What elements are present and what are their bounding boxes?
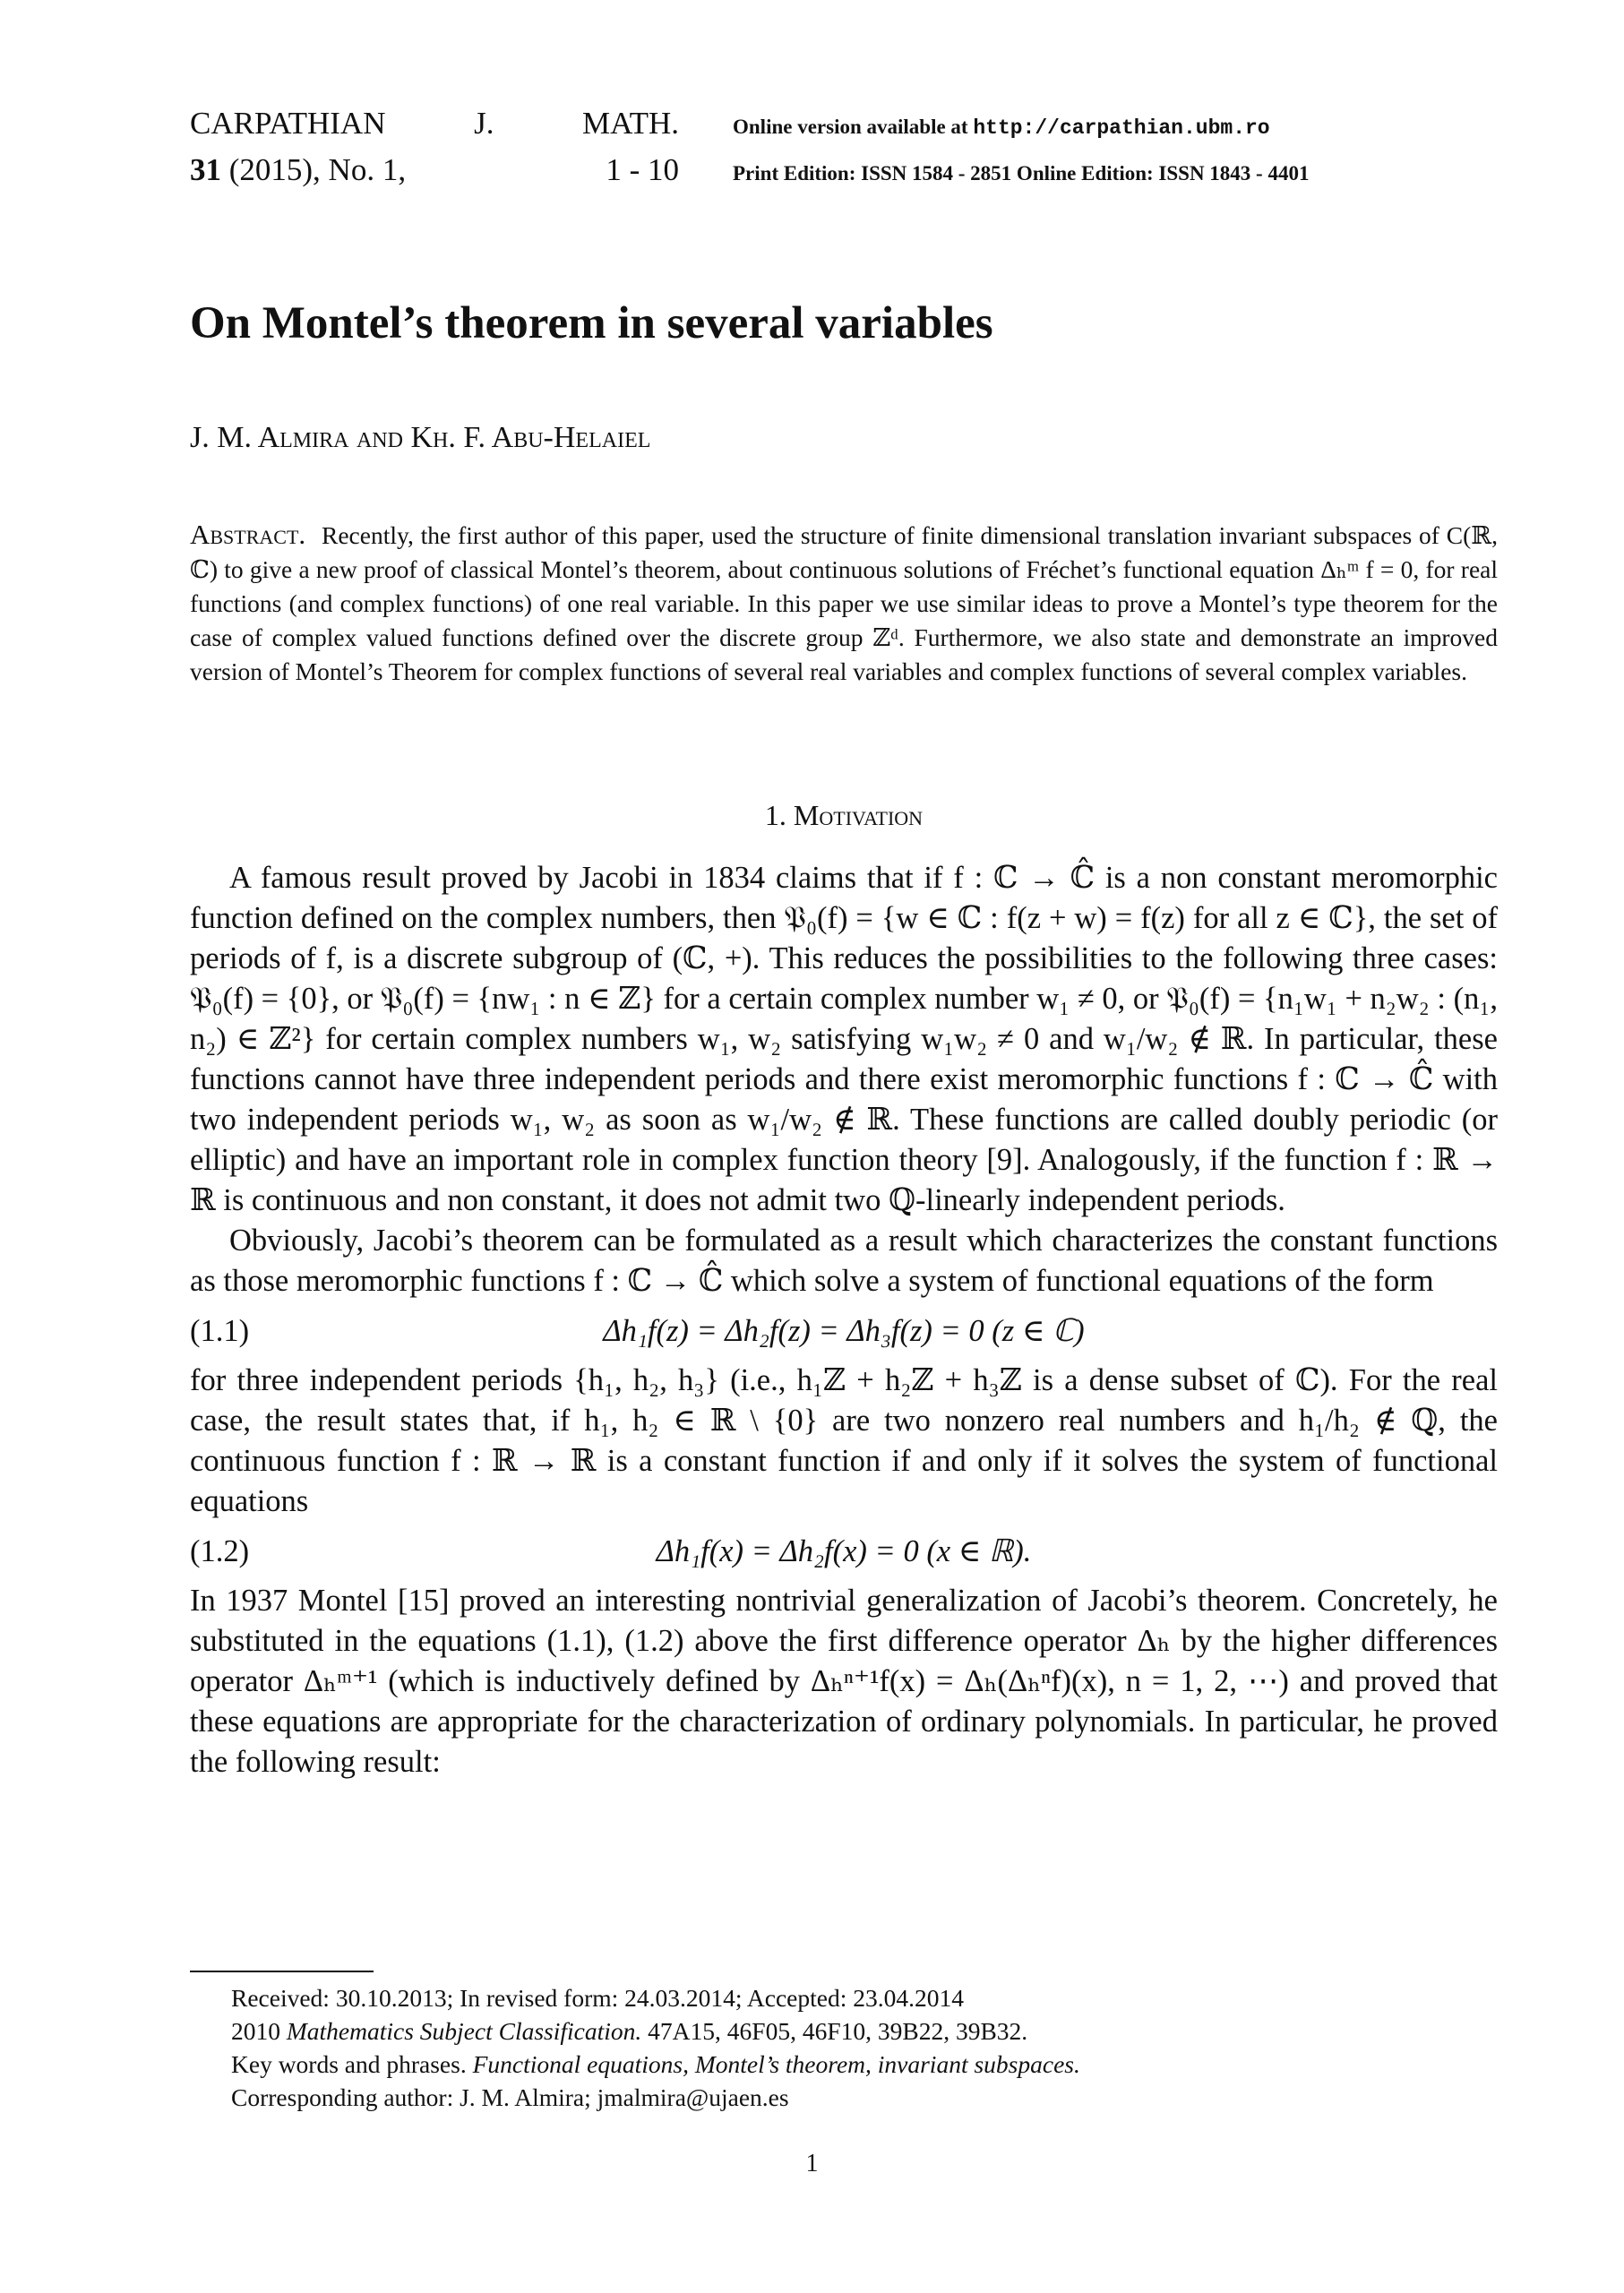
abstract-label: Abstract.	[190, 519, 306, 550]
equation-number: (1.1)	[190, 1313, 250, 1348]
keywords-label: Key words and phrases.	[231, 2050, 467, 2078]
paragraph-2: Obviously, Jacobi’s theorem can be formulated as a result which characterizes the constant functions as those meromorphic functions f : ℂ → ℂ̂ which solve a system of functional equations of the form	[190, 1224, 1498, 1298]
journal-name-3: MATH.	[582, 106, 679, 141]
footnote-msc	[231, 2014, 1485, 2048]
section-heading: 1. Motivation	[764, 799, 924, 831]
paragraph-4: In 1937 Montel [15] proved an interesting nontrivial generalization of Jacobi’s theorem. Concretely, he substituted in the equations (1.1), (1.2) above the first difference operator Δₕ by the higher differences operator Δₕᵐ⁺¹ (which is inductively defined by Δₕⁿ⁺¹f(x) = Δₕ(Δₕⁿf)(x), n = 1, 2, ⋯) and proved that these equations are appropriate for the characterization of ordinary polynomials. In particular, he proved the following result:	[190, 1584, 1498, 1779]
volume-number: 31	[190, 152, 221, 187]
msc-title: Mathematics Subject Classification.	[286, 2017, 642, 2045]
equation-1-2	[190, 1522, 1498, 1581]
footnote-rule	[190, 1971, 374, 1972]
equation-1-1	[190, 1301, 1498, 1361]
equation-number: (1.2)	[190, 1533, 250, 1568]
paper-authors: J. M. Almira and Kh. F. Abu-Helaiel	[190, 421, 651, 454]
online-url[interactable]: http://carpathian.ubm.ro	[973, 116, 1270, 140]
abstract-block	[190, 518, 1498, 689]
journal-header	[190, 106, 1498, 199]
abstract-text: Recently, the first author of this paper, used the structure of finite dimensional translation invariant subspaces of C(ℝ, ℂ) to give a new proof of classical Montel’s theorem, about continuous solutions of Fréchet’s functional equation Δₕᵐ f = 0, for real functions (and complex functions) of one real variable. In this paper we use similar ideas to prove a Montel’s type theorem for the case of complex valued functions defined over the discrete group ℤᵈ. Furthermore, we also state and demonstrate an improved version of Montel’s Theorem for complex functions of several real variables and complex functions of several complex variables.	[190, 521, 1498, 685]
page-number: 1	[805, 2150, 819, 2177]
issn-info: Print Edition: ISSN 1584 - 2851 Online Edition: ISSN 1843 - 4401	[733, 162, 1310, 185]
paragraph-3: for three independent periods {h₁, h₂, h₃} (i.e., h₁ℤ + h₂ℤ + h₃ℤ is a dense subset of ℂ). For the real case, the result states that, if h₁, h₂ ∈ ℝ \ {0} are two nonzero real numbers and h₁/h₂ ∉ ℚ, the continuous function f : ℝ → ℝ is a constant function if and only if it solves the system of functional equations	[190, 1363, 1498, 1518]
keywords-text: Functional equations, Montel’s theorem, invariant subspaces.	[472, 2050, 1080, 2078]
msc-codes: 47A15, 46F05, 46F10, 39B22, 39B32.	[648, 2017, 1028, 2045]
footnote-corresponding: Corresponding author: J. M. Almira; jmalmira@ujaen.es	[231, 2083, 789, 2111]
online-prefix: Online version available at	[733, 116, 968, 138]
journal-name-1: CARPATHIAN	[190, 106, 386, 141]
footnote-received: Received: 30.10.2013; In revised form: 24.03.2014; Accepted: 23.04.2014	[231, 1984, 964, 2012]
equation-content: Δh₁f(z) = Δh₂f(z) = Δh₃f(z) = 0 (z ∈ ℂ)	[603, 1313, 1085, 1348]
journal-name-2: J.	[474, 106, 494, 141]
footnotes	[231, 1981, 1485, 2114]
paper-title: On Montel’s theorem in several variables	[190, 298, 993, 348]
footnote-keywords	[231, 2048, 1485, 2081]
volume-info: (2015), No. 1,	[228, 152, 407, 187]
equation-content: Δh₁f(x) = Δh₂f(x) = 0 (x ∈ ℝ).	[656, 1533, 1032, 1568]
body-text	[190, 858, 1498, 1782]
msc-label: 2010	[231, 2017, 280, 2045]
page-range: 1 - 10	[606, 152, 679, 187]
paragraph-1: A famous result proved by Jacobi in 1834 claims that if f : ℂ → ℂ̂ is a non constant meromorphic function defined on the complex numbers, then 𝔓₀(f) = {w ∈ ℂ : f(z + w) = f(z) for all z ∈ ℂ}, the set of periods of f, is a discrete subgroup of (ℂ, +). This reduces the possibilities to the following three cases: 𝔓₀(f) = {0}, or 𝔓₀(f) = {nw₁ : n ∈ ℤ} for a certain complex number w₁ ≠ 0, or 𝔓₀(f) = {n₁w₁ + n₂w₂ : (n₁, n₂) ∈ ℤ²} for certain complex numbers w₁, w₂ satisfying w₁w₂ ≠ 0 and w₁/w₂ ∉ ℝ. In particular, these functions cannot have three independent periods and there exist meromorphic functions f : ℂ → ℂ̂ with two independent periods w₁, w₂ as soon as w₁/w₂ ∉ ℝ. These functions are called doubly periodic (or elliptic) and have an important role in complex function theory [9]. Analogously, if the function f : ℝ → ℝ is continuous and non constant, it does not admit two ℚ-linearly independent periods.	[190, 861, 1498, 1217]
